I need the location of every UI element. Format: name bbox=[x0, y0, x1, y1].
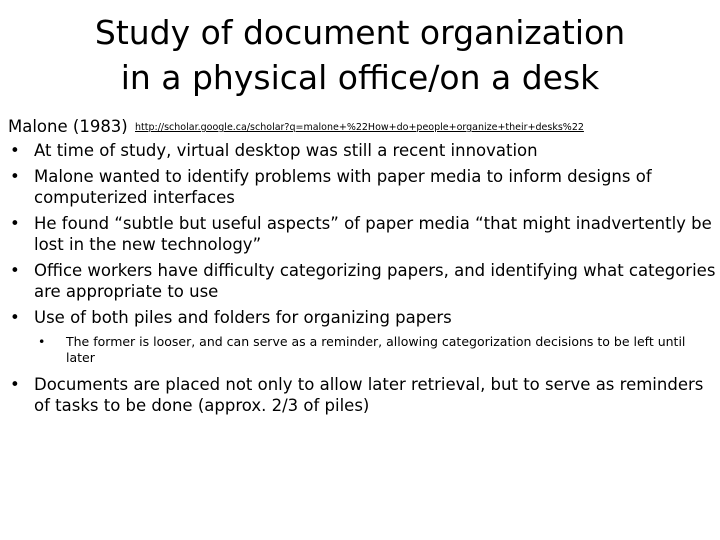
scholar-link[interactable]: http://scholar.google.ca/scholar?q=malone+%22How+do+people+organize+their+desks%22 bbox=[135, 122, 584, 133]
title-line-1: Study of document organization bbox=[94, 13, 626, 52]
bullet-dot: • bbox=[10, 261, 20, 280]
bullet-dot: • bbox=[10, 308, 20, 327]
sub-bullet-list bbox=[34, 334, 716, 366]
bullet-text: He found “subtle but useful aspects” of paper media “that might inadvertently be lost in the new technology” bbox=[34, 214, 712, 254]
bullet-text: Malone wanted to identify problems with paper media to inform designs of computerized interfaces bbox=[34, 167, 652, 207]
list-item bbox=[8, 374, 716, 416]
bullet-dot: • bbox=[10, 375, 20, 394]
title-line-2: in a physical office/on a desk bbox=[120, 58, 600, 97]
bullet-text: Documents are placed not only to allow later retrieval, but to serve as reminders of tasks to be done (approx. 2/3 of piles) bbox=[34, 375, 704, 415]
bullet-text: Use of both piles and folders for organizing papers bbox=[34, 308, 452, 327]
bullet-dot: • bbox=[10, 167, 20, 186]
bullet-dot: • bbox=[10, 141, 20, 160]
bullet-text: Office workers have difficulty categorizing papers, and identifying what categories are appropriate to use bbox=[34, 261, 716, 301]
bullet-list bbox=[8, 140, 716, 416]
list-item bbox=[8, 307, 716, 366]
bullet-text: At time of study, virtual desktop was still a recent innovation bbox=[34, 141, 538, 160]
sub-bullet-dot: • bbox=[38, 334, 46, 349]
list-item bbox=[8, 260, 716, 302]
slide-body bbox=[8, 116, 716, 421]
list-item bbox=[8, 140, 716, 161]
list-item bbox=[8, 213, 716, 255]
intro-line bbox=[8, 116, 716, 138]
sub-bullet-text: The former is looser, and can serve as a reminder, allowing categorization decisions to be left until later bbox=[66, 334, 686, 365]
bullet-dot: • bbox=[10, 214, 20, 233]
sub-list-item bbox=[34, 334, 716, 366]
author-citation: Malone (1983) bbox=[8, 117, 128, 136]
list-item bbox=[8, 166, 716, 208]
slide-title bbox=[0, 10, 720, 100]
